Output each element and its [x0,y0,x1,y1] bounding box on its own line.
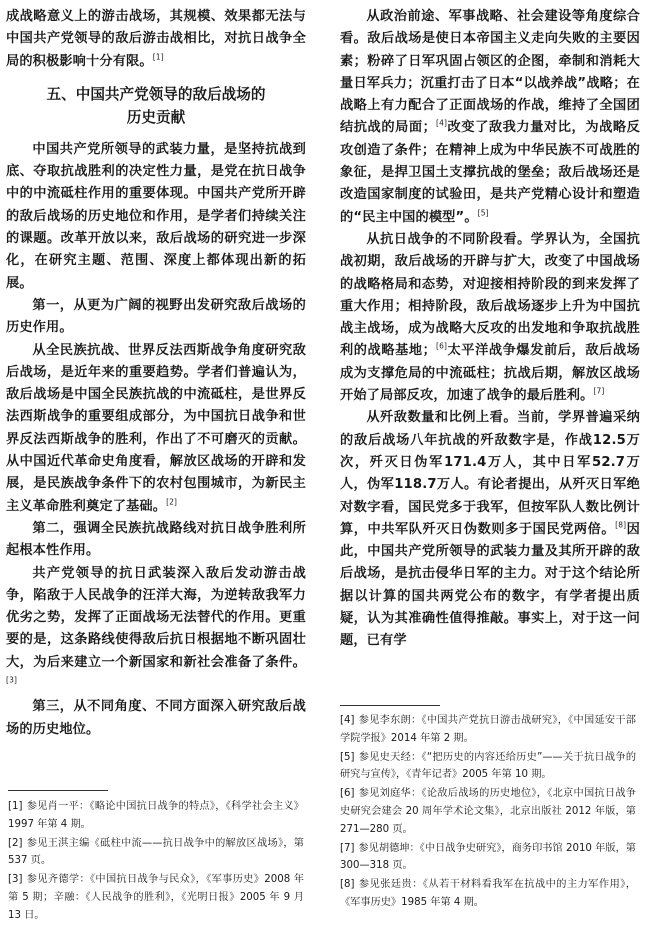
paragraph [6,563,306,697]
footnote-item [8,871,304,924]
footnote-item [340,876,636,912]
paragraph-text: 共产党领导的抗日武装深入敌后发动游击战争，陷敌于人民战争的汪洋大海，为逆转敌我军力优劣之势，发挥了正面战场无法替代的作用。更重要的是，这条路线使得敌后抗日根据地不断巩固壮大，为后来建立一个新国家和新社会准备了条件。 [6,565,306,670]
footnote-ref[interactable]: [2] [166,497,178,507]
section-heading [6,83,306,129]
paragraph: 第三，从不同角度、不同方面深入研究敌后战场的历史地位。 [6,699,306,737]
paragraph: 第二，强调全民族抗战路线对抗日战争胜利所起根本性作用。 [6,520,306,559]
footnote-text: 参见胡德坤：《中日战争史研究》，商务印书馆 2010 年版，第 300—318 页。 [340,842,636,872]
footnote-item [340,712,636,748]
footnote-number: [3] [8,874,23,886]
footnote-item [340,840,636,876]
footnote-ref[interactable]: [6] [436,342,448,352]
footnote-text: 参见齐德学：《中国抗日战争与民众》，《军事历史》2008 年第 5 期；辛融：《人民战争的胜利》，《光明日报》2005 年 9 月 13 日。 [8,874,304,921]
footnote-number: [8] [340,879,355,891]
footnotes-left [8,798,304,926]
footnote-number: [6] [340,788,355,800]
footnote-ref[interactable]: [8] [615,520,627,530]
paragraph-text: 因此，中国共产党所领导的武装力量及其所开辟的敌后战场，是抗击侵华日军的主力。对于这个结论所据以计算的国共两党公布的数字，有学者提出质疑，认为其准确性值得推敲。事实上，对于这一问题，已有学 [340,521,640,649]
paragraph-text: 成战略意义上的游击战场，其规模、效果都无法与中国共产党领导的敌后游击战相比，对抗日战争全局的积极影响十分有限。 [6,9,306,69]
footnote-divider [340,705,440,706]
footnote-number: [7] [340,842,355,854]
footnote-item [340,785,636,838]
left-column [6,6,306,741]
paragraph-text: 太平洋战争爆发前后，敌后战场成为支撑危局的中流砥柱；抗战后期，解放区战场开始了局部反攻，加速了战争的最后胜利。 [340,343,640,404]
footnote-number: [5] [340,751,355,763]
paragraph [340,229,640,407]
section-heading-line: 历史贡献 [126,108,186,126]
footnote-ref[interactable]: [1] [152,52,164,62]
footnote-text: 参见肖一平：《略论中国抗日战争的特点》，《科学社会主义》1997 年第 4 期。 [8,801,304,830]
paragraph [340,407,640,652]
footnote-number: [1] [8,801,23,812]
footnote-text: 参见刘庭华：《论敌后战场的历史地位》，《北京中国抗日战争史研究会建会 20 周年学术论文集》，北京出版社 2012 年版，第 271—280 页。 [340,788,636,835]
footnote-text: 参见李东朗：《中国共产党抗日游击战研究》，《中国延安干部学院学报》2014 年第 2 期。 [340,715,636,744]
section-heading-line: 五、中国共产党领导的敌后战场的 [46,85,266,103]
paragraph-text: 从歼敌数量和比例上看。当前，学界普遍采纳的敌后战场八年抗战的歼敌数字是，作战12.5万次，歼灭日伪军171.4万人，其中日军52.7万人，伪军118.7万人。有论者提出，从歼灭日军绝对数字看，国民党多于我军，但按军队人数比例计算，中共军队歼灭日伪数则多于国民党两倍。 [340,410,640,537]
paragraph: 中国共产党所领导的武装力量，是坚持抗战到底、夺取抗战胜利的决定性力量，是党在抗日战争中的中流砥柱作用的重要体现。中国共产党所开辟的敌后战场的历史地位和作用，是学者们持续关注的课题。改革开放以来，敌后战场的研究进一步深化，在研究主题、范围、深度上都体现出新的拓展。 [6,141,306,291]
footnote-ref[interactable]: [3] [6,675,18,685]
paragraph: 第一，从更为广阔的视野出发研究敌后战场的历史作用。 [6,297,306,336]
paragraph-text: 改变了敌我力量对比，为战略反攻创造了条件；在精神上成为中华民族不可战胜的象征，是捍卫国土支撑抗战的堡垒；敌后战场还是改造国家制度的试验田，是共产党精心设计和塑造的“民主中国的模型”。 [340,120,640,225]
paragraph [6,6,306,73]
footnote-item [8,798,304,834]
paragraph [340,6,640,229]
footnote-text: 参见张廷贵：《从若干材料看我军在抗战中的主力军作用》，《军事历史》1985 年第 4 期。 [340,879,636,908]
footnote-text: 参见史天经：《“把历史的内容还给历史”——关于抗日战争的研究与宣传》，《青年记者》2005 年第 10 期。 [340,751,636,781]
paragraph-text: 从政治前途、军事战略、社会建设等角度综合看。敌后战场是使日本帝国主义走向失败的主要因素；粉碎了日军巩固占领区的企图，牵制和消耗大量日军兵力；沉重打击了日本“以战养战”战略；在战略上有力配合了正面战场的作战，维持了全国团结抗战的局面； [340,9,640,136]
footnote-number: [4] [340,715,355,726]
footnote-ref[interactable]: [7] [593,386,605,396]
footnote-divider [8,790,108,791]
footnote-text: 参见王淇主编《砥柱中流——抗日战争中的解放区战场》，第 537 页。 [8,837,304,867]
footnote-item [340,749,636,785]
footnotes-right [340,712,636,913]
paragraph-text: 从全民族抗战、世界反法西斯战争角度研究敌后战场，是近年来的重要趋势。学者们普遍认为，敌后战场是中国全民族抗战的中流砥柱，是世界反法西斯战争的重要组成部分，为中国抗日战争和世界反法西斯战争的胜利，作出了不可磨灭的贡献。从中国近代革命史角度看，解放区战场的开辟和发展，是民族战争条件下的农村包围城市，为新民主主义革命胜利奠定了基础。 [6,342,306,514]
right-column [340,6,640,653]
footnote-item [8,835,304,871]
footnote-ref[interactable]: [5] [477,208,489,218]
paragraph-text: 从抗日战争的不同阶段看。学界认为，全国抗战初期，敌后战场的开辟与扩大，改变了中国战场的战略格局和态势，对迎接相持阶段的到来发挥了重大作用；相持阶段，敌后战场逐步上升为中国抗战主战场，成为战略大反攻的出发地和争取抗战胜利的战略基地； [340,231,640,359]
footnote-number: [2] [8,837,23,849]
footnote-ref[interactable]: [4] [436,119,448,129]
paragraph [6,340,306,518]
